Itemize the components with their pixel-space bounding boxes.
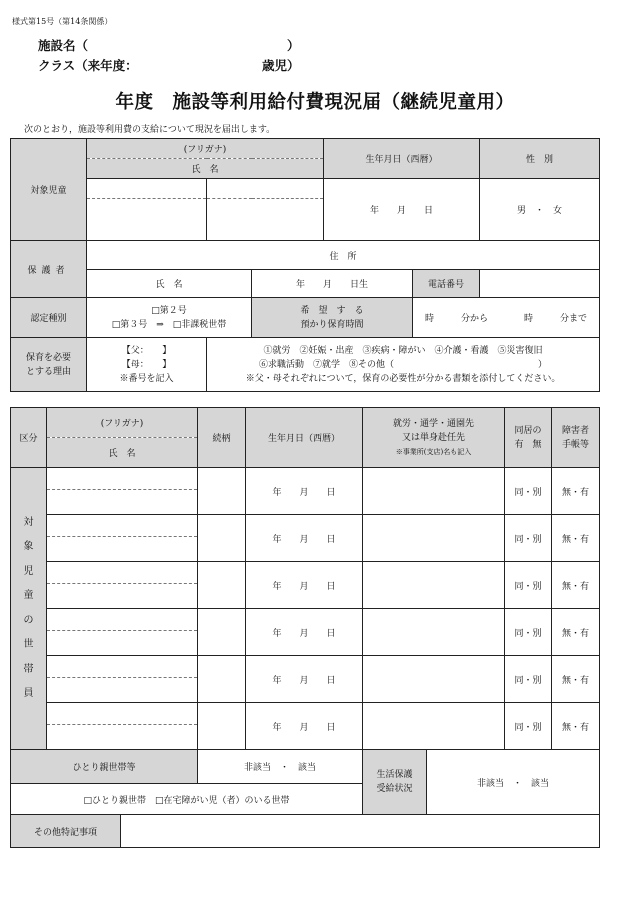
- welfare-label-2: 受給状況: [376, 784, 413, 794]
- parent-reason-cell: [87, 338, 207, 392]
- member-cohabit-field[interactable]: [505, 703, 552, 750]
- member-furigana-field[interactable]: [47, 562, 198, 584]
- member-relation-field[interactable]: [198, 703, 246, 750]
- class-age-suffix: 歳児）: [262, 58, 300, 73]
- member-furigana-header: (フリガナ): [47, 408, 198, 438]
- cert-label: 認定種別: [30, 314, 67, 324]
- page-title: 年度 施設等利用給付費現況届（継続児童用）: [115, 92, 515, 113]
- child-birthdate-field[interactable]: [324, 179, 480, 241]
- hope-hours-label-2: 預かり保育時間: [300, 319, 364, 330]
- single-parent-field[interactable]: [198, 750, 363, 784]
- child-info-table: [10, 138, 600, 392]
- child-name-1[interactable]: [87, 199, 207, 241]
- gender-header: 性 別: [480, 139, 600, 179]
- side-char: 象: [23, 541, 34, 552]
- household-side-text: [23, 511, 35, 707]
- name-header: 氏 名: [87, 159, 324, 179]
- cohabit-options: 同・別: [514, 628, 542, 639]
- reasons-line-b: ⑥求職活動 ⑦就学 ⑧その他（ ）: [259, 359, 548, 370]
- member-furigana-field[interactable]: [47, 468, 198, 490]
- member-birthdate-field[interactable]: [246, 562, 363, 609]
- birthdate-header: 生年月日（西暦）: [324, 139, 480, 179]
- handbook-options: 無・有: [561, 675, 589, 686]
- side-char: 対: [23, 516, 34, 528]
- phone-field[interactable]: [480, 270, 600, 298]
- member-workplace-field[interactable]: [363, 562, 505, 609]
- member-name-field[interactable]: [47, 490, 198, 515]
- handbook-options: 無・有: [561, 581, 589, 592]
- member-relation-field[interactable]: [198, 656, 246, 703]
- member-handbook-field[interactable]: [552, 562, 600, 609]
- handbook-options: 無・有: [561, 534, 589, 545]
- cohabit-options: 同・別: [514, 581, 542, 592]
- member-relation-field[interactable]: [198, 468, 246, 515]
- workplace-header-1: 就労・通学・通園先: [392, 418, 474, 429]
- member-cohabit-field[interactable]: [505, 562, 552, 609]
- guardian-label: 保護者: [27, 265, 70, 276]
- member-handbook-field[interactable]: [552, 656, 600, 703]
- gender-options: 男 ・ 女: [517, 206, 563, 216]
- member-name-field[interactable]: [47, 584, 198, 609]
- hours-text: 時 分から 時 分まで: [425, 314, 588, 324]
- member-cohabit-field[interactable]: [505, 656, 552, 703]
- reason-label-cell: [11, 338, 87, 392]
- side-char: の: [23, 614, 34, 626]
- member-cohabit-field[interactable]: [505, 468, 552, 515]
- child-label-cell: [11, 139, 87, 241]
- cohabit-options: 同・別: [514, 722, 542, 733]
- address-label: 住 所: [329, 251, 357, 262]
- furigana-header: (フリガナ): [87, 139, 324, 159]
- single-parent-options: 非該当 ・ 該当: [244, 763, 317, 773]
- member-handbook-field[interactable]: [552, 515, 600, 562]
- side-char: 児: [23, 565, 34, 577]
- member-relation-field[interactable]: [198, 515, 246, 562]
- member-birthdate-field[interactable]: [246, 468, 363, 515]
- member-handbook-field[interactable]: [552, 609, 600, 656]
- household-table: [10, 407, 600, 750]
- member-name-field[interactable]: [47, 678, 198, 703]
- member-birthdate-field[interactable]: [246, 609, 363, 656]
- side-char: 世: [23, 639, 34, 650]
- welfare-field[interactable]: [427, 750, 600, 815]
- member-workplace-field[interactable]: [363, 515, 505, 562]
- guardian-address-field[interactable]: [87, 241, 600, 270]
- father-reason[interactable]: 【父： 】: [121, 345, 172, 356]
- child-gender-field[interactable]: [480, 179, 600, 241]
- guardian-birthdate-field[interactable]: [252, 270, 413, 298]
- hope-hours-label-1: 希 望 す る: [300, 305, 364, 316]
- child-name-2[interactable]: [207, 199, 324, 241]
- hope-hours-label-cell: [252, 298, 413, 338]
- member-furigana-field[interactable]: [47, 609, 198, 631]
- member-cohabit-field[interactable]: [505, 515, 552, 562]
- member-birthdate-field[interactable]: [246, 515, 363, 562]
- member-name-header: 氏 名: [47, 438, 198, 468]
- household-side-label: [11, 468, 47, 750]
- disability-header-1: 障害者: [561, 425, 589, 436]
- cert-options-cell: [87, 298, 252, 338]
- cert-option-3[interactable]: □第３号 ⇒ □非課税世帯: [111, 319, 227, 330]
- welfare-options: 非該当 ・ 該当: [477, 778, 550, 789]
- member-birthdate-ymd: 年 月 日: [272, 722, 336, 733]
- workplace-header-2: 又は単身赴任先: [401, 432, 465, 443]
- side-char: 帯: [23, 663, 34, 675]
- member-workplace-field[interactable]: [363, 609, 505, 656]
- guardian-name-field[interactable]: [87, 270, 252, 298]
- child-birthdate-ymd: 年 月 日: [370, 206, 434, 216]
- side-char: 員: [23, 688, 34, 699]
- child-furigana-1[interactable]: [87, 179, 207, 199]
- member-birthdate-ymd: 年 月 日: [272, 675, 336, 686]
- member-workplace-field[interactable]: [363, 468, 505, 515]
- member-birthdate-ymd: 年 月 日: [272, 628, 336, 639]
- status-table: [10, 749, 600, 848]
- guardian-name-label: 氏 名: [155, 280, 183, 290]
- member-birthdate-field[interactable]: [246, 703, 363, 750]
- member-birthdate-ymd: 年 月 日: [272, 581, 336, 592]
- reason-label-1: 保育を必要: [25, 352, 71, 363]
- other-notes-label: その他特記事項: [33, 827, 97, 838]
- reasons-list-cell: [207, 338, 600, 392]
- welfare-label-1: 生活保護: [376, 770, 413, 780]
- facility-name-close: ）: [287, 38, 300, 53]
- cohabit-options: 同・別: [514, 675, 542, 686]
- disability-header: [552, 408, 600, 468]
- other-notes-field[interactable]: [121, 815, 600, 848]
- member-birthdate-header: 生年月日（西暦）: [246, 408, 363, 468]
- member-birthdate-field[interactable]: [246, 656, 363, 703]
- handbook-options: 無・有: [561, 722, 589, 733]
- cohabit-header-2: 有 無: [514, 439, 542, 450]
- single-parent-label: ひとり親世帯等: [72, 763, 136, 773]
- single-parent-label-cell: [11, 750, 198, 784]
- phone-label-cell: [413, 270, 480, 298]
- handbook-options: 無・有: [561, 487, 589, 498]
- member-relation-field[interactable]: [198, 609, 246, 656]
- disability-header-2: 手帳等: [561, 439, 589, 450]
- reasons-line-a: ①就労 ②妊娠・出産 ③疾病・障がい ④介護・看護 ⑤災害復旧: [263, 345, 543, 356]
- division-header: 区分: [11, 408, 47, 468]
- guardian-birthdate-ymd: 年 月 日生: [296, 280, 369, 290]
- number-note: ※番号を記入: [119, 373, 174, 384]
- member-cohabit-field[interactable]: [505, 609, 552, 656]
- cohabit-header: [505, 408, 552, 468]
- member-furigana-field[interactable]: [47, 656, 198, 678]
- cohabit-options: 同・別: [514, 534, 542, 545]
- intro-text: 次のとおり，施設等利用費の支給について現況を届出します。: [24, 125, 276, 135]
- member-furigana-field[interactable]: [47, 703, 198, 725]
- household-type-field[interactable]: [11, 784, 363, 815]
- member-birthdate-ymd: 年 月 日: [272, 487, 336, 498]
- child-furigana-2[interactable]: [207, 179, 324, 199]
- reasons-note: ※父・母それぞれについて，保育の必要性が分かる書類を添付してください。: [245, 373, 561, 384]
- member-workplace-field[interactable]: [363, 656, 505, 703]
- guardian-label-cell: [11, 241, 87, 298]
- hope-hours-field[interactable]: [413, 298, 600, 338]
- relation-header: 続柄: [198, 408, 246, 468]
- cohabit-options: 同・別: [514, 487, 542, 498]
- child-label: 対象児童: [30, 186, 67, 196]
- other-notes-label-cell: [11, 815, 121, 848]
- member-workplace-field[interactable]: [363, 703, 505, 750]
- cert-option-2[interactable]: □第２号: [151, 305, 187, 316]
- cert-label-cell: [11, 298, 87, 338]
- side-char: 童: [23, 590, 34, 601]
- member-handbook-field[interactable]: [552, 468, 600, 515]
- phone-label: 電話番号: [428, 280, 465, 290]
- cohabit-header-1: 同居の: [514, 425, 542, 436]
- handbook-options: 無・有: [561, 628, 589, 639]
- reason-label-2: とする理由: [25, 366, 71, 377]
- member-furigana-field[interactable]: [47, 515, 198, 537]
- member-relation-field[interactable]: [198, 562, 246, 609]
- workplace-header: [363, 408, 505, 468]
- form-number: 様式第15号（第14条関係）: [12, 17, 113, 26]
- mother-reason[interactable]: 【母： 】: [121, 359, 172, 370]
- facility-name-label: 施設名（: [38, 38, 89, 53]
- welfare-label-cell: [363, 750, 427, 815]
- member-name-field[interactable]: [47, 725, 198, 750]
- member-birthdate-ymd: 年 月 日: [272, 534, 336, 545]
- workplace-note: ※事業所(支店)名も記入: [395, 447, 472, 456]
- member-name-field[interactable]: [47, 537, 198, 562]
- member-name-field[interactable]: [47, 631, 198, 656]
- member-handbook-field[interactable]: [552, 703, 600, 750]
- household-type-options: □ひとり親世帯 □在宅障がい児（者）のいる世帯: [83, 795, 290, 806]
- class-label: クラス（来年度：: [38, 58, 138, 73]
